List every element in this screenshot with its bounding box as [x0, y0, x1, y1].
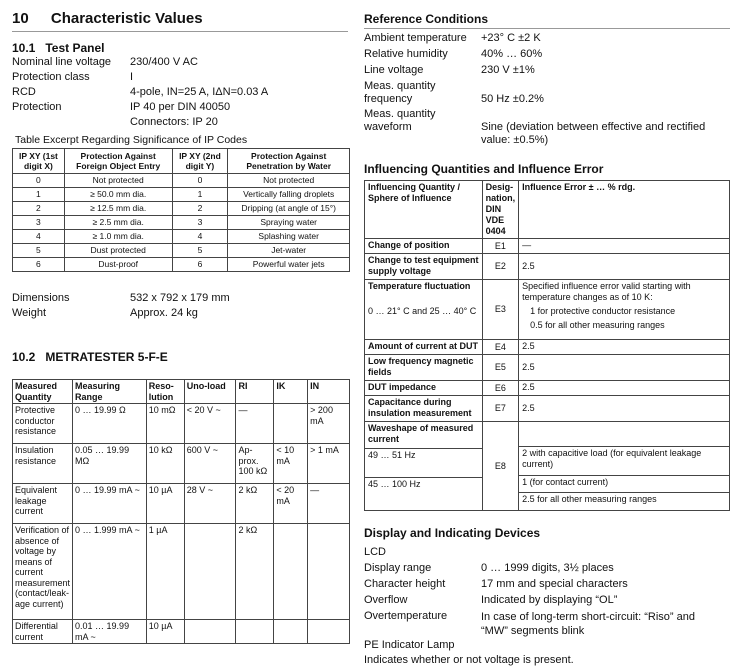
quantity-cell: Capacitance during insulation measurement: [365, 396, 483, 422]
table-header-row: [365, 181, 730, 239]
table-cell: 600 V ~: [184, 444, 236, 484]
section-rule: [12, 31, 348, 32]
reference-heading: Reference Conditions: [364, 12, 489, 26]
column-header: Uno-load: [184, 380, 236, 404]
spec-value: IP 40 per DIN 40050: [130, 101, 231, 113]
column-header: Measured Quantity: [13, 380, 73, 404]
table-row: [13, 174, 350, 188]
table-cell: 28 V ~: [184, 484, 236, 524]
table-cell: < 20 mA: [274, 484, 308, 524]
table-cell: [184, 620, 236, 644]
spec-row: [364, 578, 734, 594]
spec-row: [12, 71, 352, 86]
table-row: [13, 258, 350, 272]
table-cell: 0: [172, 174, 228, 188]
spec-label: RCD: [12, 86, 36, 98]
table-cell: 0 … 19.99 Ω: [73, 404, 147, 444]
spec-row: [364, 32, 734, 48]
table-cell: 10 kΩ: [146, 444, 184, 484]
table-cell: 10 µA: [146, 484, 184, 524]
designation-cell: E7: [482, 396, 519, 422]
column-header: Protection Against Foreign Object Entry: [64, 149, 172, 174]
display-specs: [364, 562, 734, 638]
error-text: 2 with capacitive load (for equivalent leakage current): [519, 446, 729, 475]
error-text: 2.5 for all other measuring ranges: [519, 492, 729, 508]
table-row: [13, 188, 350, 202]
spec-row: [12, 116, 352, 131]
quantity-cell: DUT impedance: [365, 381, 483, 396]
table-cell: 4: [172, 230, 228, 244]
spec-label: Meas. quantity frequency: [364, 80, 436, 105]
quantity-range: 45 … 100 Hz: [365, 477, 482, 510]
table-cell: 6: [172, 258, 228, 272]
table-cell: 2: [172, 202, 228, 216]
section-title: Characteristic Values: [50, 10, 203, 27]
quantity-range: 49 … 51 Hz: [365, 448, 482, 477]
table-cell: Equivalent leakage current: [13, 484, 73, 524]
table-row: [13, 404, 350, 444]
column-header: Measuring Range: [73, 380, 147, 404]
table-cell: < 20 V ~: [184, 404, 236, 444]
table-row: [13, 620, 350, 644]
section-number: 10: [12, 10, 29, 27]
table-row: [13, 202, 350, 216]
column-header: IP XY (1st digit X): [13, 149, 65, 174]
table-cell: 4: [13, 230, 65, 244]
spec-label: Meas. quantity waveform: [364, 108, 436, 133]
table-row: [365, 381, 730, 396]
table-cell: > 1 mA: [308, 444, 350, 484]
table-header-row: [13, 380, 350, 404]
spec-label: Line voltage: [364, 64, 424, 76]
table-header-row: [13, 149, 350, 174]
spec-value: 230 V ±1%: [481, 64, 535, 76]
error-text: Specified influence error valid starting with temperature changes as of 10 K:: [522, 281, 691, 302]
quantity-cell: Low frequency magnetic fields: [365, 355, 483, 381]
quantity-label: Temperature fluctuation: [368, 281, 471, 291]
table-cell: —: [308, 484, 350, 524]
spec-value: 17 mm and special characters: [481, 578, 628, 590]
table-row: [365, 422, 730, 511]
designation-cell: E1: [482, 239, 519, 254]
table-cell: 1: [13, 188, 65, 202]
spec-value: Approx. 24 kg: [130, 307, 198, 319]
spec-label: Overflow: [364, 594, 408, 606]
table-cell: 2 kΩ: [236, 524, 274, 620]
spec-value: 230/400 V AC: [130, 56, 198, 68]
table-cell: Protective conductor resistance: [13, 404, 73, 444]
influence-heading: Influencing Quantities and Influence Error: [364, 162, 604, 176]
table-cell: [274, 524, 308, 620]
table-cell: Powerful water jets: [228, 258, 350, 272]
table-row: [13, 484, 350, 524]
table-cell: Insulation resistance: [13, 444, 73, 484]
spec-value: Connectors: IP 20: [130, 116, 218, 128]
error-text: 0.5 for all other measuring ranges: [530, 320, 665, 330]
spec-value: +23° C ±2 K: [481, 32, 541, 44]
designation-cell: E8: [482, 422, 519, 511]
column-header: Influence Error ± … % rdg.: [519, 181, 730, 239]
spec-label: Protection class: [12, 71, 90, 83]
test-panel-heading: 10.1 Test Panel: [12, 41, 105, 55]
spec-row: [364, 108, 734, 146]
table-cell: 1: [172, 188, 228, 202]
table-cell: ≥ 50.0 mm dia.: [64, 188, 172, 202]
designation-cell: E2: [482, 254, 519, 280]
column-header: RI: [236, 380, 274, 404]
spec-row: [364, 48, 734, 64]
table-cell: 0.05 … 19.99 MΩ: [73, 444, 147, 484]
table-row: [13, 230, 350, 244]
influence-table: [364, 180, 730, 511]
metratester-table: [12, 379, 350, 644]
table-row: [365, 239, 730, 254]
table-cell: 2: [13, 202, 65, 216]
spec-value: 532 x 792 x 179 mm: [130, 292, 230, 304]
display-heading: Display and Indicating Devices: [364, 526, 541, 540]
lcd-label: LCD: [364, 546, 387, 558]
table-cell: [184, 524, 236, 620]
quantity-cell: [365, 422, 483, 511]
error-cell: 2.5: [519, 355, 730, 381]
error-text: 1 (for contact current): [519, 475, 729, 492]
spec-row: [12, 56, 352, 71]
spec-row: [364, 80, 734, 108]
table-row: [13, 524, 350, 620]
table-cell: 10 µA: [146, 620, 184, 644]
table-cell: Differential current: [13, 620, 73, 644]
section-heading: [12, 10, 203, 27]
table-cell: Not protected: [64, 174, 172, 188]
pe-indicator-text: Indicates whether or not voltage is present.: [364, 654, 574, 666]
table-cell: ≥ 12.5 mm dia.: [64, 202, 172, 216]
column-header: IK: [274, 380, 308, 404]
spec-value: 40% … 60%: [481, 48, 543, 60]
table-row: [13, 216, 350, 230]
table-row: [365, 280, 730, 340]
table-cell: 0 … 19.99 mA ~: [73, 484, 147, 524]
spec-value: 0 … 1999 digits, 3½ places: [481, 562, 614, 574]
table-row: [13, 244, 350, 258]
spec-label: Weight: [12, 307, 47, 319]
spec-row: [364, 562, 734, 578]
table-cell: 0.01 … 19.99 mA ~: [73, 620, 147, 644]
spec-row: [12, 86, 352, 101]
table-cell: 5: [172, 244, 228, 258]
quantity-label: Waveshape of measured current: [368, 423, 474, 444]
table-cell: Dripping (at angle of 15°): [228, 202, 350, 216]
table-cell: [308, 524, 350, 620]
spec-value: 4-pole, IN=25 A, IΔN=0.03 A: [130, 86, 269, 98]
spec-row: [12, 292, 352, 307]
spec-label: Dimensions: [12, 292, 70, 304]
table-row: [365, 254, 730, 280]
table-cell: —: [236, 404, 274, 444]
spec-label: Character height: [364, 578, 446, 590]
table-cell: Splashing water: [228, 230, 350, 244]
ip-table-caption: Table Excerpt Regarding Significance of IP Codes: [15, 134, 248, 146]
table-row: [365, 355, 730, 381]
column-header: Desig-nation, DIN VDE 0404: [482, 181, 519, 239]
designation-cell: E3: [482, 280, 519, 340]
quantity-cell: Change of position: [365, 239, 483, 254]
spec-label: Display range: [364, 562, 432, 574]
spec-label: Nominal line voltage: [12, 56, 112, 68]
table-cell: Spraying water: [228, 216, 350, 230]
table-row: [365, 396, 730, 422]
section-rule: [364, 28, 730, 29]
pe-indicator-title: PE Indicator Lamp: [364, 639, 455, 651]
error-cell: [519, 422, 730, 511]
spec-row: [12, 101, 352, 116]
spec-value: Indicated by displaying “OL”: [481, 594, 618, 606]
table-cell: 0: [13, 174, 65, 188]
table-cell: [308, 620, 350, 644]
table-cell: Not protected: [228, 174, 350, 188]
table-cell: < 10 mA: [274, 444, 308, 484]
table-cell: 3: [172, 216, 228, 230]
quantity-range: 0 … 21° C and 25 … 40° C: [368, 306, 477, 316]
designation-cell: E6: [482, 381, 519, 396]
quantity-cell: Change to test equipment supply voltage: [365, 254, 483, 280]
spec-row: [364, 64, 734, 80]
column-header: Protection Against Penetration by Water: [228, 149, 350, 174]
metratester-heading: 10.2 METRATESTER 5-F-E: [12, 350, 168, 364]
quantity-cell: [365, 280, 483, 340]
spec-value: In case of long-term short-circuit: “Riso” and “MW” segments blink: [481, 611, 695, 637]
column-header: IN: [308, 380, 350, 404]
table-cell: Vertically falling droplets: [228, 188, 350, 202]
table-cell: 6: [13, 258, 65, 272]
table-cell: 2 kΩ: [236, 484, 274, 524]
test-panel-specs: [12, 56, 352, 131]
error-text: 1 for protective conductor resistance: [530, 306, 676, 316]
table-cell: 3: [13, 216, 65, 230]
spec-label: Relative humidity: [364, 48, 448, 60]
error-cell: 2.5: [519, 254, 730, 280]
ip-codes-table: [12, 148, 350, 272]
table-cell: Dust-proof: [64, 258, 172, 272]
table-cell: > 200 mA: [308, 404, 350, 444]
table-cell: ≥ 1.0 mm dia.: [64, 230, 172, 244]
column-header: Influencing Quantity / Sphere of Influence: [365, 181, 483, 239]
table-cell: [236, 620, 274, 644]
error-blank: [519, 422, 729, 446]
designation-cell: E4: [482, 340, 519, 355]
error-cell: 2.5: [519, 340, 730, 355]
error-cell: [519, 280, 730, 340]
spec-label: Protection: [12, 101, 62, 113]
table-cell: Dust protected: [64, 244, 172, 258]
spec-value: Sine (deviation between effective and rectified value: ±0.5%): [481, 121, 706, 146]
designation-cell: E5: [482, 355, 519, 381]
spec-row: [364, 594, 734, 610]
spec-row: [364, 610, 734, 638]
table-cell: Verification of absence of voltage by means of current measurement (contact/leak-age current): [13, 524, 73, 620]
table-cell: [274, 404, 308, 444]
error-cell: 2.5: [519, 381, 730, 396]
spec-value: 50 Hz ±0.2%: [481, 93, 544, 105]
table-cell: [274, 620, 308, 644]
spec-label: Ambient temperature: [364, 32, 467, 44]
dimensions-block: [12, 292, 352, 322]
table-cell: ≥ 2.5 mm dia.: [64, 216, 172, 230]
spec-row: [12, 307, 352, 322]
column-header: Reso-lution: [146, 380, 184, 404]
reference-conditions: [364, 32, 734, 146]
table-cell: 0 … 1.999 mA ~: [73, 524, 147, 620]
spec-label: Overtemperature: [364, 610, 448, 622]
table-row: [13, 444, 350, 484]
error-cell: —: [519, 239, 730, 254]
table-cell: 1 µA: [146, 524, 184, 620]
quantity-cell: Amount of current at DUT: [365, 340, 483, 355]
table-cell: Ap-prox. 100 kΩ: [236, 444, 274, 484]
table-cell: Jet-water: [228, 244, 350, 258]
error-cell: 2.5: [519, 396, 730, 422]
table-cell: 5: [13, 244, 65, 258]
table-cell: 10 mΩ: [146, 404, 184, 444]
column-header: IP XY (2nd digit Y): [172, 149, 228, 174]
spec-value: I: [130, 71, 134, 83]
table-row: [365, 340, 730, 355]
